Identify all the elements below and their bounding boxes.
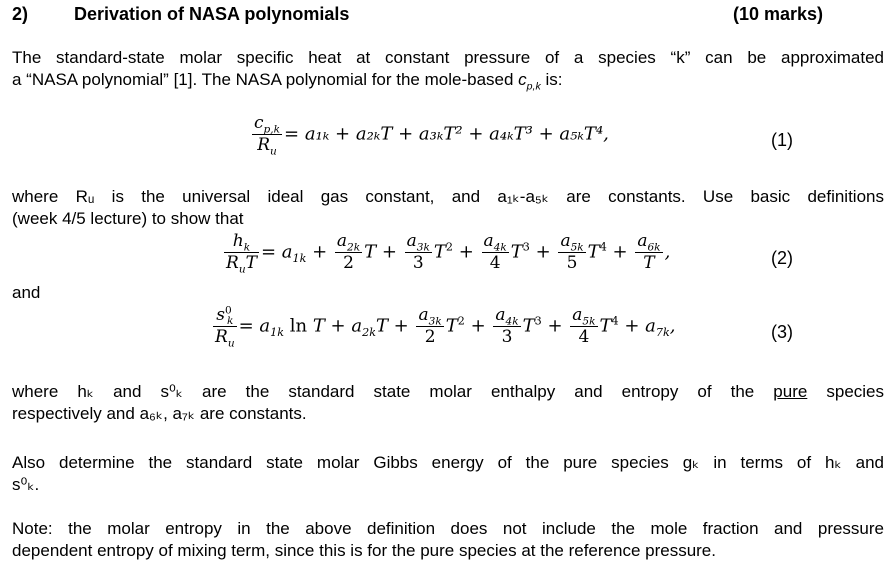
eq3-lhs-fraction: $\frac{s^0_k}{R_u}$ <box>215 304 235 349</box>
note-line-2: dependent entropy of mixing term, since this is for the pure species at the reference pressure. <box>12 541 716 560</box>
eq1-rhs: = a₁ₖ + a₂ₖT + a₃ₖT² + a₄ₖT³ + a₅ₖT⁴, <box>284 123 609 145</box>
equation-2-number: (2) <box>771 248 793 268</box>
equation-3-number: (3) <box>771 322 793 342</box>
question-title: Derivation of NASA polynomials <box>74 4 350 24</box>
equation-2: $\frac{h_k}{R_uT}$ = $a_{1k}$ + $\frac{a_{2k}}{2}$ T + $\frac{a_{3k}}{3}$ $T^2$ + $\frac{a_{4k}}{4}$ $T^3$ + $\frac{a_{5k}}{5}$ $T^4$ + $\frac{a_{6k}}{T}$ , <box>226 231 671 275</box>
and-text: and <box>12 283 41 302</box>
question-marks: (10 marks) <box>733 4 824 24</box>
where-line-1: where Rᵤ is the universal ideal gas constant, and a₁ₖ-a₅ₖ are constants. Use basic definitions <box>12 187 884 206</box>
intro-line-1: The standard-state molar specific heat at constant pressure of a species “k” can be approximated <box>12 48 884 67</box>
question-number: 2) <box>12 4 29 24</box>
intro-paragraph <box>12 47 884 91</box>
cp-symbol: $c_{p,k}$ <box>518 70 541 93</box>
definitions-line-1: where hₖ and s⁰ₖ are the standard state molar enthalpy and entropy of the pure species <box>12 382 884 401</box>
gibbs-line-1: Also determine the standard state molar Gibbs energy of the pure species gₖ in terms of hₖ and <box>12 453 884 472</box>
eq2-lhs-fraction: $\frac{h_k}{R_uT}$ <box>226 231 257 275</box>
definitions-paragraph <box>12 381 884 425</box>
eq1-lhs-fraction: $\frac{c_{p,k}}{R_u}$ <box>254 113 281 157</box>
equation-1 <box>250 114 609 155</box>
intro-line-2: a “NASA polynomial” [1]. The NASA polynomial for the mole-based $c_{p,k}$ is: <box>12 70 563 93</box>
where-line-2: (week 4/5 lecture) to show that <box>12 209 244 228</box>
gibbs-line-2: s⁰ₖ. <box>12 475 40 494</box>
equation-1-number: (1) <box>771 130 793 150</box>
note-paragraph <box>12 518 884 562</box>
where-paragraph <box>12 186 884 230</box>
equation-3: $\frac{s^0_k}{R_u}$ = $a_{1k}$ $\ln T + a_{2k}T$ + $\frac{a_{3k}}{2}$ $T^2$ + $\frac{a_{4k}}{3}$ $T^3$ + $\frac{a_{5k}}{4}$ $T^4 + a_{7k}$, <box>215 304 676 349</box>
gibbs-paragraph <box>12 452 884 496</box>
note-line-1: Note: the molar entropy in the above definition does not include the mole fraction and pressure <box>12 519 884 538</box>
definitions-line-2: respectively and a₆ₖ, a₇ₖ are constants. <box>12 404 307 423</box>
